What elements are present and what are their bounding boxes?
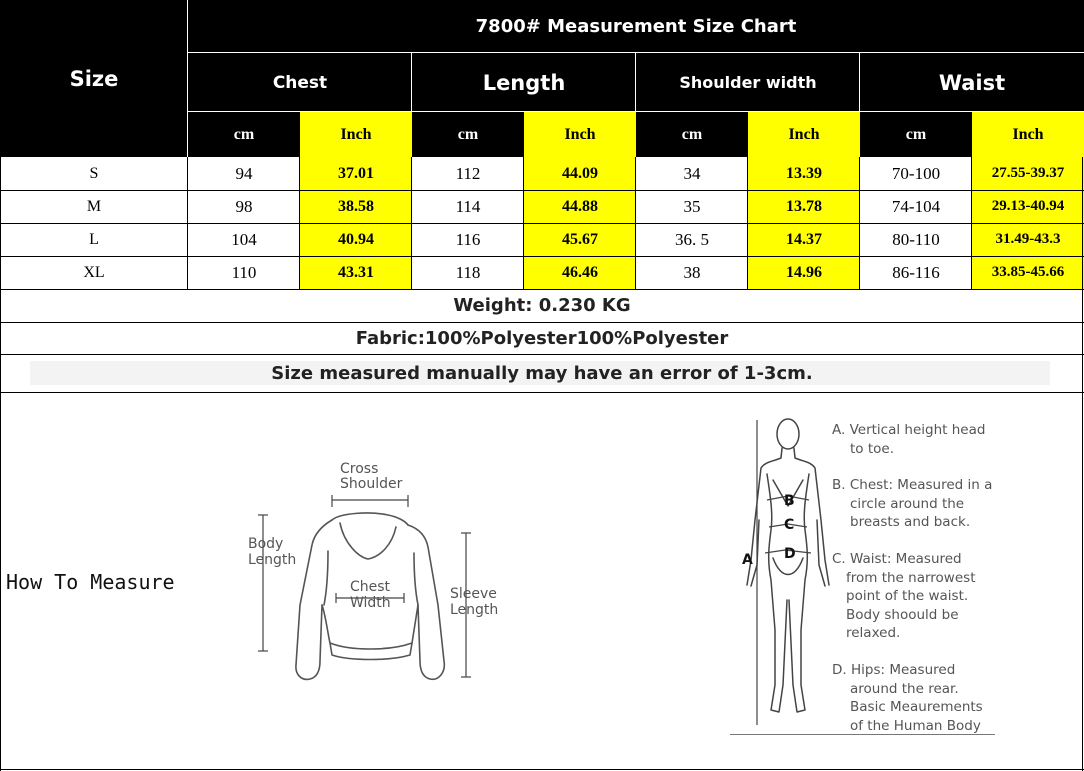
- note-row: [0, 354, 1084, 392]
- column-divider: [971, 157, 972, 289]
- size-header-cell: [0, 0, 188, 157]
- value-cell: 13.78: [786, 197, 822, 215]
- note-d-line: of the Human Body: [850, 718, 981, 734]
- value-cell: 33.85-45.66: [991, 264, 1065, 280]
- note-a-line: to toe.: [850, 441, 894, 457]
- row-divider: [0, 769, 1084, 770]
- value-cell: 118: [455, 262, 481, 282]
- header-divider: [188, 52, 1084, 53]
- size-cell: XL: [83, 263, 105, 281]
- how-to-measure-label: How To Measure: [6, 570, 175, 594]
- note-b-line: circle around the: [850, 496, 965, 512]
- size-cell: S: [89, 164, 99, 182]
- value-cell: 29.13-40.94: [991, 198, 1065, 214]
- note-c-line: Body shoould be: [846, 607, 959, 623]
- sleeve-length-label: Length: [450, 602, 499, 618]
- header-divider: [635, 53, 636, 112]
- value-cell: 44.09: [562, 164, 598, 182]
- note-b-line: breasts and back.: [850, 514, 971, 530]
- column-divider: [859, 157, 860, 289]
- fabric-text: Fabric:100%Polyester100%Polyester: [355, 327, 729, 349]
- marker-b: B: [784, 493, 795, 509]
- body-length-label: Body: [248, 536, 284, 552]
- unit-cell: [860, 112, 972, 157]
- value-cell: 40.94: [338, 230, 374, 248]
- value-cell: 46.46: [562, 263, 598, 281]
- fabric-row: [0, 322, 1084, 354]
- body-figure-diagram: [735, 410, 835, 740]
- note-c-line: relaxed.: [846, 625, 901, 641]
- note-c-line: C. Waist: Measured: [832, 551, 962, 567]
- chart-title: 7800# Measurement Size Chart: [475, 16, 797, 37]
- note-d-line: Basic Meaurements: [850, 699, 983, 715]
- value-cell: 13.39: [786, 164, 822, 182]
- unit-label: cm: [681, 125, 703, 143]
- value-cell: 45.67: [562, 230, 598, 248]
- column-divider: [299, 157, 300, 289]
- group-label-waist: Waist: [938, 70, 1006, 95]
- unit-label: Inch: [788, 125, 820, 143]
- unit-label: Inch: [340, 125, 372, 143]
- cross-shoulder-label: Cross: [340, 461, 379, 477]
- unit-cell: [300, 112, 412, 157]
- value-cell: 80-110: [892, 229, 940, 249]
- column-divider: [0, 157, 1, 771]
- body-length-label: Length: [248, 552, 297, 568]
- group-header-length: [412, 53, 636, 112]
- note-d-line: D. Hips: Measured: [832, 662, 956, 678]
- marker-d: D: [784, 546, 796, 562]
- group-header-waist: [860, 53, 1084, 112]
- marker-c: C: [784, 517, 795, 533]
- note-d-line: around the rear.: [850, 681, 959, 697]
- row-divider: [0, 256, 1084, 257]
- group-header-chest: [188, 53, 412, 112]
- value-cell: 31.49-43.3: [995, 231, 1061, 247]
- garment-diagram: [240, 455, 510, 690]
- size-cell: L: [89, 230, 99, 248]
- unit-cell: [636, 112, 748, 157]
- group-label-chest: Chest: [272, 72, 328, 93]
- body-notes: [826, 415, 1026, 745]
- unit-label: cm: [233, 125, 255, 143]
- value-cell: 86-116: [892, 262, 940, 282]
- value-cell: 36. 5: [675, 229, 709, 249]
- value-cell: 98: [235, 196, 253, 216]
- unit-cell: [748, 112, 860, 157]
- group-label-length: Length: [482, 70, 566, 95]
- group-header-shoulder: [636, 53, 860, 112]
- cross-shoulder-label: Shoulder: [340, 476, 403, 492]
- row-divider: [0, 223, 1084, 224]
- chest-width-label: Width: [350, 595, 391, 611]
- note-a-line: A. Vertical height head: [832, 422, 986, 438]
- row-divider: [0, 190, 1084, 191]
- figure-baseline: [730, 734, 995, 735]
- column-divider: [747, 157, 748, 289]
- value-cell: 38: [683, 262, 701, 282]
- note-c-line: from the narrowest: [846, 570, 976, 586]
- header-divider: [411, 53, 412, 112]
- value-cell: 27.55-39.37: [991, 165, 1065, 181]
- value-cell: 14.96: [786, 263, 822, 281]
- size-header-label: Size: [69, 66, 119, 91]
- value-cell: 35: [683, 196, 701, 216]
- unit-cell: [972, 112, 1084, 157]
- value-cell: 37.01: [338, 164, 374, 182]
- column-divider: [187, 157, 188, 289]
- column-divider: [1082, 157, 1083, 771]
- value-cell: 110: [231, 262, 257, 282]
- unit-label: cm: [905, 125, 927, 143]
- value-cell: 43.31: [338, 263, 374, 281]
- unit-cell: [412, 112, 524, 157]
- header-divider: [859, 53, 860, 112]
- size-cell: M: [86, 197, 102, 215]
- column-divider: [635, 157, 636, 289]
- weight-text: Weight: 0.230 KG: [453, 295, 631, 316]
- unit-cell: [188, 112, 300, 157]
- unit-cell: [524, 112, 636, 157]
- value-cell: 94: [235, 163, 253, 183]
- chest-width-label: Chest: [350, 579, 391, 595]
- value-cell: 44.88: [562, 197, 598, 215]
- value-cell: 104: [231, 229, 257, 249]
- value-cell: 14.37: [786, 230, 822, 248]
- column-divider: [523, 157, 524, 289]
- note-c-line: point of the waist.: [846, 588, 969, 604]
- value-cell: 74-104: [891, 196, 941, 216]
- unit-label: Inch: [564, 125, 596, 143]
- row-divider: [0, 392, 1084, 393]
- note-b-line: B. Chest: Measured in a: [832, 477, 993, 493]
- group-label-shoulder: Shoulder width: [679, 73, 817, 92]
- value-cell: 116: [455, 229, 481, 249]
- column-divider: [411, 157, 412, 289]
- value-cell: 114: [455, 196, 481, 216]
- unit-label: cm: [457, 125, 479, 143]
- value-cell: 70-100: [891, 163, 941, 183]
- sleeve-length-label: Sleeve: [450, 586, 497, 602]
- value-cell: 38.58: [338, 197, 374, 215]
- weight-row: [0, 289, 1084, 322]
- note-text: Size measured manually may have an error of 1-3cm.: [271, 362, 813, 384]
- value-cell: 34: [683, 163, 701, 183]
- marker-a: A: [742, 552, 753, 568]
- value-cell: 112: [455, 163, 481, 183]
- unit-label: Inch: [1012, 125, 1044, 143]
- chart-title-cell: [188, 0, 1084, 53]
